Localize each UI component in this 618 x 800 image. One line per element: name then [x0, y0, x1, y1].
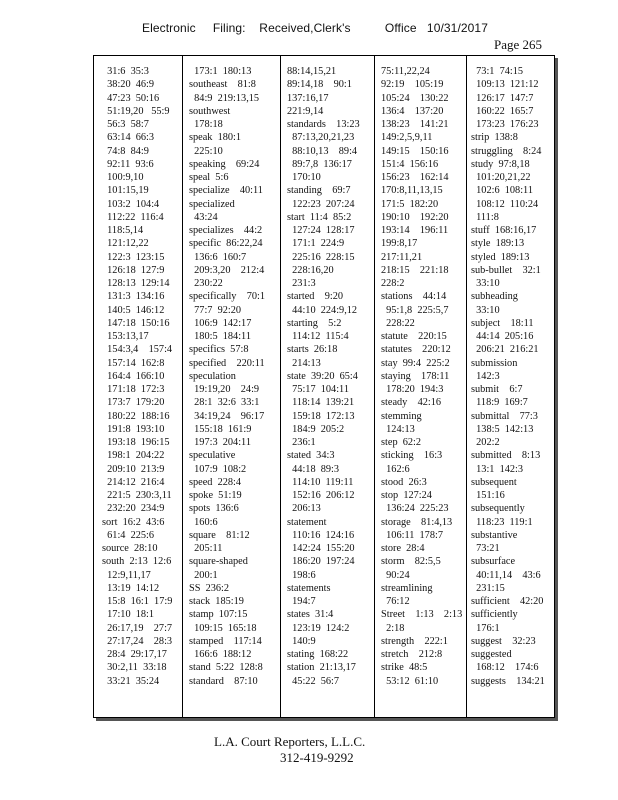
index-entry: 38:20 46:9 [102, 79, 155, 91]
index-entry: steady 42:16 [381, 397, 442, 409]
index-entry: 173:7 179:20 [102, 397, 165, 409]
index-entry: 111:8 [471, 211, 499, 223]
index-entry: statement [287, 516, 327, 528]
index-entry: 171:18 172:3 [102, 384, 165, 395]
index-entry: suggested [471, 649, 512, 660]
index-entry: speal 5:6 [189, 172, 229, 183]
index-entry: station 21:13,17 [287, 662, 356, 674]
index-entry: strip 138:8 [471, 132, 518, 144]
index-entry: 149:15 150:16 [381, 145, 449, 157]
index-entry: SS 236:2 [189, 582, 230, 594]
index-entry: strike 48:5 [381, 662, 428, 674]
index-entry: 162:6 [381, 463, 410, 475]
index-entry: 214:12 216:4 [102, 476, 165, 488]
index-entry: struggling 8:24 [471, 145, 542, 157]
index-entry: stretch 212:8 [381, 649, 443, 660]
index-entry: 198:6 [287, 569, 316, 581]
index-entry: 153:13,17 [102, 331, 149, 342]
filing-stamp: Electronic Filing: Received,Clerk's Office 10/31/2017 [142, 21, 488, 35]
index-entry: 230:22 [189, 278, 223, 289]
index-entry: 228:16,20 [287, 264, 334, 276]
index-entry: spoke 51:19 [189, 490, 242, 501]
index-entry: 126:18 127:9 [102, 264, 165, 276]
index-entry: 34:19,24 96:17 [189, 410, 265, 422]
index-entry: substantive [471, 529, 518, 541]
index-entry: 142:24 155:20 [287, 543, 355, 554]
index-entry: stand 5:22 128:8 [189, 662, 263, 674]
index-entry: 193:14 196:11 [381, 225, 449, 236]
index-entry: 160:6 [189, 516, 218, 528]
index-entry: speculative [189, 450, 236, 462]
index-entry: storm 82:5,5 [381, 556, 441, 568]
index-entry: 61:4 225:6 [102, 529, 155, 541]
index-entry: 33:10 [471, 304, 500, 316]
index-entry: 140:9 [287, 635, 316, 647]
index-entry: 109:15 165:18 [189, 622, 257, 634]
index-column-5 [471, 65, 553, 711]
index-entry: 92:11 93:6 [102, 158, 154, 170]
index-entry: 102:6 108:11 [471, 185, 533, 197]
footer-company: L.A. Court Reporters, L.L.C. [214, 734, 366, 749]
index-column-4 [381, 65, 469, 711]
index-entry: 88:14,15,21 [287, 66, 337, 77]
index-entry: specific 86:22,24 [189, 238, 263, 250]
index-entry: 126:17 147:7 [471, 92, 534, 104]
index-entry: 106:9 142:17 [189, 317, 252, 329]
index-entry: standard 87:10 [189, 675, 258, 687]
index-entry: subheading [471, 291, 518, 303]
index-entry: 107:9 108:2 [189, 463, 247, 475]
index-entry: statute 220:15 [381, 331, 447, 342]
index-entry: store 28:4 [381, 543, 425, 554]
index-entry: square-shaped [189, 556, 248, 568]
index-entry: source 28:10 [102, 543, 158, 554]
index-entry: 193:18 196:15 [102, 437, 170, 448]
index-entry: 77:7 92:20 [189, 304, 242, 316]
index-entry: 152:16 206:12 [287, 490, 355, 501]
index-entry: 109:13 121:12 [471, 79, 539, 91]
index-entry: suggests 134:21 [471, 675, 545, 687]
index-entry: sufficiently [471, 609, 518, 621]
index-entry: starting 5:2 [287, 317, 342, 329]
index-entry: sticking 16:3 [381, 450, 443, 462]
index-entry: 209:10 213:9 [102, 463, 165, 475]
index-entry: 122:23 207:24 [287, 198, 355, 210]
index-entry: styled 189:13 [471, 251, 530, 263]
index-entry: 202:2 [471, 437, 500, 448]
index-entry: submission [471, 357, 518, 369]
index-entry: 142:3 [471, 370, 500, 382]
index-entry: 106:11 178:7 [381, 529, 443, 541]
index-entry: 124:13 [381, 423, 415, 435]
index-entry: study 97:8,18 [471, 158, 530, 170]
index-entry: started 9:20 [287, 291, 344, 303]
index-entry: 92:19 105:19 [381, 79, 444, 91]
index-entry: 170:10 [287, 172, 321, 183]
index-entry: 118:5,14 [102, 225, 144, 236]
index-entry: 186:20 197:24 [287, 556, 355, 568]
index-entry: stations 44:14 [381, 291, 447, 303]
index-entry: 76:12 [381, 596, 410, 607]
index-entry: 206:13 [287, 503, 321, 515]
index-entry: 103:2 104:4 [102, 198, 160, 210]
index-entry: subsequent [471, 476, 517, 488]
column-divider [466, 56, 467, 717]
index-entry: 118:23 119:1 [471, 516, 533, 528]
index-entry: 28:4 29:17,17 [102, 649, 167, 660]
index-entry: speak 180:1 [189, 132, 242, 144]
column-divider [374, 56, 375, 717]
index-entry: specialized [189, 198, 235, 210]
index-entry: 160:22 165:7 [471, 105, 534, 117]
index-entry: 121:12,22 [102, 238, 149, 250]
index-entry: 15:8 16:1 17:9 [102, 596, 173, 607]
index-entry: step 62:2 [381, 437, 422, 448]
index-entry: 164:4 166:10 [102, 370, 165, 382]
index-entry: 33:10 [471, 278, 500, 289]
index-entry: 170:8,11,13,15 [381, 185, 443, 197]
index-entry: 40:11,14 43:6 [471, 569, 541, 581]
index-entry: 228:2 [381, 278, 405, 289]
index-entry: 178:20 194:3 [381, 384, 444, 395]
index-entry: standing 69:7 [287, 185, 351, 197]
index-entry: 218:15 221:18 [381, 264, 449, 276]
index-entry: 151:16 [471, 490, 505, 501]
index-entry: 173:1 180:13 [189, 66, 252, 77]
index-entry: 206:21 216:21 [471, 344, 539, 356]
index-entry: submittal 77:3 [471, 410, 538, 422]
index-entry: stamp 107:15 [189, 609, 248, 621]
index-entry: 53:12 61:10 [381, 675, 439, 687]
index-entry: 56:3 58:7 [102, 119, 149, 130]
index-entry: 231:3 [287, 278, 316, 289]
index-entry: 45:22 56:7 [287, 675, 340, 687]
index-entry: 236:1 [287, 437, 316, 448]
index-entry: 131:3 134:16 [102, 291, 165, 303]
index-entry: submit 6:7 [471, 384, 523, 395]
index-entry: 101:20,21,22 [471, 172, 531, 183]
index-entry: streamlining [381, 582, 433, 594]
index-entry: storage 81:4,13 [381, 516, 453, 528]
index-entry: 112:22 116:4 [102, 211, 164, 223]
index-entry: 138:5 142:13 [471, 423, 534, 435]
index-entry: 159:18 172:13 [287, 410, 355, 422]
index-entry: start 11:4 85:2 [287, 211, 352, 223]
index-entry: 63:14 66:3 [102, 132, 155, 144]
index-entry: 214:13 [287, 357, 321, 369]
index-entry: 2:18 [381, 622, 405, 634]
index-entry: 156:23 162:14 [381, 172, 449, 183]
index-entry: sort 16:2 43:6 [102, 516, 165, 528]
index-entry: 17:10 18:1 [102, 609, 155, 621]
index-entry: 136:6 160:7 [189, 251, 247, 263]
index-entry: 90:24 [381, 569, 410, 581]
index-entry: 136:24 225:23 [381, 503, 449, 515]
index-entry: 154:3,4 157:4 [102, 344, 173, 356]
index-entry: 108:12 110:24 [471, 198, 539, 210]
index-entry: spots 136:6 [189, 503, 239, 515]
index-entry: 136:4 137:20 [381, 105, 444, 117]
index-entry: 190:10 192:20 [381, 211, 449, 223]
index-entry: 225:16 228:15 [287, 251, 355, 263]
index-entry: 157:14 162:8 [102, 357, 165, 369]
index-entry: 199:8,17 [381, 238, 418, 250]
index-entry: 221:9,14 [287, 105, 324, 117]
index-column-3 [287, 65, 377, 711]
index-entry: state 39:20 65:4 [287, 370, 358, 382]
index-entry: statements [287, 582, 331, 594]
index-entry: 101:15,19 [102, 185, 149, 197]
index-entry: 191:8 193:10 [102, 423, 165, 435]
index-entry: 74:8 84:9 [102, 145, 149, 157]
index-entry: 217:11,21 [381, 251, 423, 263]
index-entry: 30:2,11 33:18 [102, 662, 167, 674]
index-entry: stemming [381, 410, 422, 422]
index-entry: 110:16 124:16 [287, 529, 355, 541]
index-entry: specialize 40:11 [189, 185, 263, 197]
index-entry: standards 13:23 [287, 119, 360, 130]
index-entry: specified 220:11 [189, 357, 265, 369]
index-entry: 44:14 205:16 [471, 331, 534, 342]
index-entry: 89:14,18 90:1 [287, 79, 352, 91]
index-entry: 75:11,22,24 [381, 66, 430, 77]
index-entry: 231:15 [471, 582, 505, 594]
index-entry: 140:5 146:12 [102, 304, 165, 316]
index-entry: 89:7,8 136:17 [287, 158, 352, 170]
index-entry: statutes 220:12 [381, 344, 451, 356]
index-entry: submitted 8:13 [471, 450, 541, 462]
index-entry: 13:1 142:3 [471, 463, 524, 475]
index-entry: 118:14 139:21 [287, 397, 355, 409]
index-entry: 114:10 119:11 [287, 476, 354, 488]
index-entry: 200:1 [189, 569, 218, 581]
index-entry: stamped 117:14 [189, 635, 262, 647]
word-index-box [93, 55, 555, 718]
index-entry: stay 99:4 225:2 [381, 357, 450, 369]
index-entry: 155:18 161:9 [189, 423, 252, 435]
index-entry: southeast 81:8 [189, 79, 256, 91]
column-divider [280, 56, 281, 717]
index-entry: stuff 168:16,17 [471, 225, 537, 236]
index-entry: 87:13,20,21,23 [287, 132, 355, 144]
index-entry: 47:23 50:16 [102, 92, 160, 104]
index-entry: speculation [189, 370, 236, 382]
index-entry: 221:5 230:3,11 [102, 490, 172, 501]
index-entry: southwest [189, 105, 231, 117]
index-entry: 138:23 141:21 [381, 119, 449, 130]
index-entry: 122:3 123:15 [102, 251, 165, 263]
index-entry: 33:21 35:24 [102, 675, 160, 687]
index-entry: 13:19 14:12 [102, 582, 160, 594]
index-entry: strength 222:1 [381, 635, 448, 647]
index-entry: speaking 69:24 [189, 158, 260, 170]
index-entry: 151:4 156:16 [381, 158, 439, 170]
index-entry: 176:1 [471, 622, 500, 634]
index-entry: subsurface [471, 556, 516, 568]
index-entry: 178:18 [189, 119, 223, 130]
index-entry: stack 185:19 [189, 596, 244, 607]
index-entry: starts 26:18 [287, 344, 338, 356]
index-entry: 232:20 234:9 [102, 503, 165, 515]
page-number: Page 265 [494, 37, 543, 52]
index-entry: 105:24 130:22 [381, 92, 449, 104]
index-entry: 194:7 [287, 596, 316, 607]
index-entry: staying 178:11 [381, 370, 450, 382]
index-entry: 75:17 104:11 [287, 384, 349, 395]
column-divider [182, 56, 183, 717]
index-entry: specializes 44:2 [189, 225, 263, 236]
index-entry: 166:6 188:12 [189, 649, 252, 660]
index-entry: south 2:13 12:6 [102, 556, 172, 568]
index-entry: 44:10 224:9,12 [287, 304, 358, 316]
index-entry: 225:10 [189, 145, 223, 157]
index-entry: 128:13 129:14 [102, 278, 170, 289]
index-entry: stating 168:22 [287, 649, 349, 660]
index-entry: sufficient 42:20 [471, 596, 544, 607]
index-entry: specifically 70:1 [189, 291, 266, 303]
index-entry: 100:9,10 [102, 172, 144, 183]
index-entry: subsequently [471, 503, 525, 515]
index-entry: 44:18 89:3 [287, 463, 340, 475]
index-entry: 228:22 [381, 317, 415, 329]
index-entry: 12:9,11,17 [102, 569, 151, 581]
footer-phone: 312-419-9292 [280, 750, 354, 765]
index-entry: specifics 57:8 [189, 344, 249, 356]
index-entry: 184:9 205:2 [287, 423, 345, 435]
index-entry: 51:19,20 55:9 [102, 105, 170, 117]
index-entry: 209:3,20 212:4 [189, 264, 265, 276]
index-entry: stated 34:3 [287, 450, 335, 462]
index-entry: 73:1 74:15 [471, 66, 524, 77]
index-column-2 [189, 65, 279, 711]
index-entry: speed 228:4 [189, 476, 242, 488]
index-entry: 123:19 124:2 [287, 622, 350, 634]
index-entry: sub-bullet 32:1 [471, 264, 541, 276]
index-entry: 149:2,5,9,11 [381, 132, 433, 144]
index-entry: 43:24 [189, 211, 218, 223]
index-entry: 73:21 [471, 543, 500, 554]
index-entry: suggest 32:23 [471, 635, 536, 647]
index-entry: 95:1,8 225:5,7 [381, 304, 449, 316]
index-entry: 180:22 188:16 [102, 410, 170, 422]
index-entry: 19:19,20 24:9 [189, 384, 260, 395]
index-entry: stop 127:24 [381, 490, 432, 501]
index-entry: subject 18:11 [471, 317, 534, 329]
index-entry: 198:1 204:22 [102, 450, 165, 462]
index-entry: Street 1:13 2:13 [381, 609, 463, 621]
index-entry: 173:23 176:23 [471, 119, 539, 130]
index-entry: 84:9 219:13,15 [189, 92, 260, 104]
index-entry: 27:17,24 28:3 [102, 635, 173, 647]
index-entry: 28:1 32:6 33:1 [189, 397, 260, 409]
index-entry: 127:24 128:17 [287, 225, 355, 236]
index-entry: 118:9 169:7 [471, 397, 528, 409]
index-entry: 171:1 224:9 [287, 238, 345, 250]
index-column-1 [102, 65, 187, 711]
index-entry: 114:12 115:4 [287, 331, 349, 342]
index-entry: 31:6 35:3 [102, 66, 149, 77]
index-entry: 147:18 150:16 [102, 317, 170, 329]
index-entry: 137:16,17 [287, 92, 329, 104]
index-entry: 168:12 174:6 [471, 662, 539, 674]
index-entry: 171:5 182:20 [381, 198, 439, 210]
index-entry: 205:11 [189, 543, 223, 554]
index-entry: states 31:4 [287, 609, 334, 621]
index-entry: 180:5 184:11 [189, 331, 251, 342]
index-entry: 26:17,19 27:7 [102, 622, 173, 634]
index-entry: style 189:13 [471, 238, 525, 250]
index-entry: 88:10,13 89:4 [287, 145, 358, 157]
index-entry: stood 26:3 [381, 476, 427, 488]
index-entry: 197:3 204:11 [189, 437, 251, 448]
index-entry: square 81:12 [189, 529, 250, 541]
